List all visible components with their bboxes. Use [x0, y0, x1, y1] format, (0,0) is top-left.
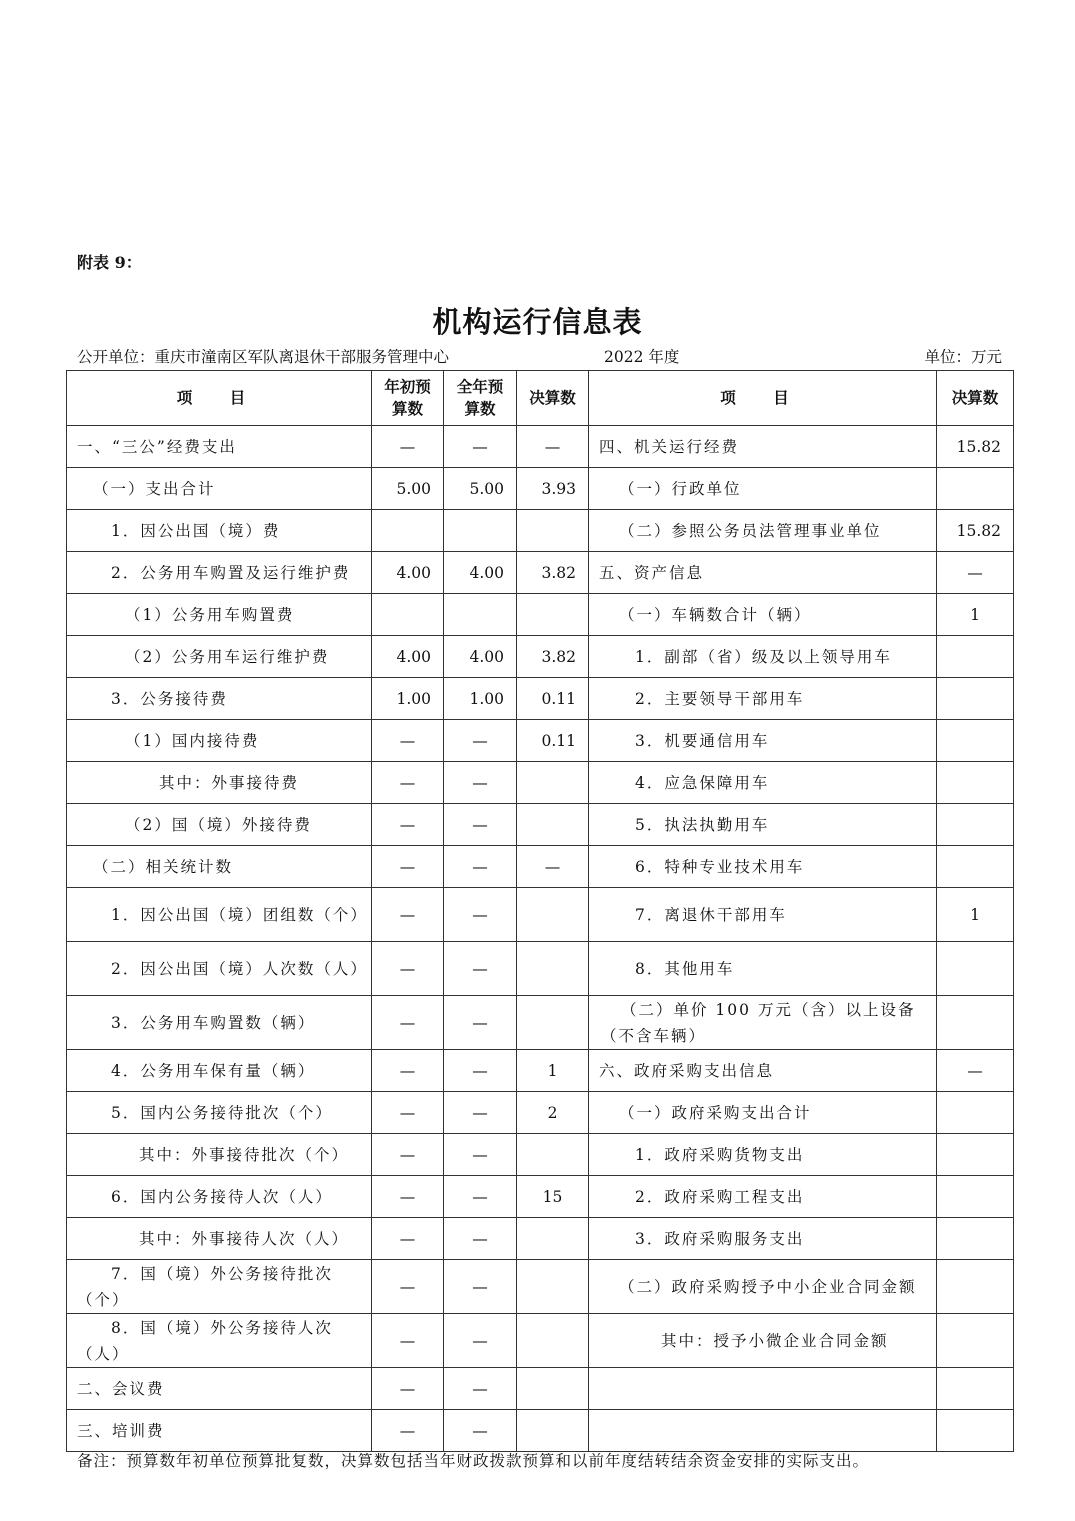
budget-start-cell: 1.00: [372, 678, 444, 720]
budget-full-cell: —: [444, 1314, 517, 1368]
right-final-cell: [937, 1218, 1014, 1260]
right-label: 其中：授予小微企业合同金额: [589, 1314, 937, 1368]
final-cell: 3.82: [517, 552, 589, 594]
final-cell: —: [517, 846, 589, 888]
budget-full-cell: —: [444, 1368, 517, 1410]
budget-start-cell: —: [372, 1410, 444, 1452]
table-row: [67, 1260, 1014, 1314]
budget-start-cell: 4.00: [372, 636, 444, 678]
budget-start-cell: —: [372, 1176, 444, 1218]
final-cell: [517, 594, 589, 636]
right-label: 1．副部（省）级及以上领导用车: [589, 636, 937, 678]
budget-full-cell: —: [444, 996, 517, 1050]
final-cell: 3.82: [517, 636, 589, 678]
right-final-cell: 15.82: [937, 510, 1014, 552]
budget-full-cell: [444, 510, 517, 552]
right-final-cell: [937, 942, 1014, 996]
table-row: [67, 1410, 1014, 1452]
budget-full-cell: —: [444, 762, 517, 804]
currency-unit: 单位：万元: [924, 348, 1002, 366]
right-final-cell: [937, 1314, 1014, 1368]
budget-full-cell: —: [444, 426, 517, 468]
right-final-cell: —: [937, 552, 1014, 594]
budget-full-cell: —: [444, 1218, 517, 1260]
row-label: 7．国（境）外公务接待批次（个）: [67, 1260, 372, 1314]
row-label: 1．因公出国（境）费: [67, 510, 372, 552]
right-label: 1．政府采购货物支出: [589, 1134, 937, 1176]
right-final-cell: [937, 1092, 1014, 1134]
final-cell: 15: [517, 1176, 589, 1218]
budget-full-cell: —: [444, 1092, 517, 1134]
right-final-cell: [937, 996, 1014, 1050]
header-final-right: 决算数: [937, 371, 1014, 426]
right-final-cell: [937, 678, 1014, 720]
budget-start-cell: —: [372, 804, 444, 846]
table-row: [67, 468, 1014, 510]
budget-start-cell: [372, 594, 444, 636]
right-label: （二）政府采购授予中小企业合同金额: [589, 1260, 937, 1314]
budget-full-cell: 1.00: [444, 678, 517, 720]
right-label: （二）参照公务员法管理事业单位: [589, 510, 937, 552]
table-row: [67, 510, 1014, 552]
final-cell: 0.11: [517, 678, 589, 720]
row-label: 其中：外事接待人次（人）: [67, 1218, 372, 1260]
final-cell: —: [517, 426, 589, 468]
right-label: 五、资产信息: [589, 552, 937, 594]
budget-start-cell: —: [372, 762, 444, 804]
table-row: [67, 762, 1014, 804]
budget-start-cell: —: [372, 942, 444, 996]
right-final-cell: [937, 1260, 1014, 1314]
budget-full-cell: —: [444, 942, 517, 996]
table-row: [67, 1314, 1014, 1368]
right-final-cell: —: [937, 1050, 1014, 1092]
final-cell: [517, 804, 589, 846]
right-final-cell: 1: [937, 594, 1014, 636]
row-label: 其中：外事接待批次（个）: [67, 1134, 372, 1176]
budget-full-cell: —: [444, 804, 517, 846]
footnote: 备注：预算数年初单位预算批复数，决算数包括当年财政拨款预算和以前年度结转结余资金安排的实际支出。: [77, 1452, 870, 1470]
row-label: （2）公务用车运行维护费: [67, 636, 372, 678]
right-final-cell: 1: [937, 888, 1014, 942]
final-cell: [517, 942, 589, 996]
budget-full-cell: —: [444, 1176, 517, 1218]
final-cell: 1: [517, 1050, 589, 1092]
budget-start-cell: [372, 510, 444, 552]
budget-full-cell: 4.00: [444, 552, 517, 594]
budget-start-cell: 4.00: [372, 552, 444, 594]
right-label: 8．其他用车: [589, 942, 937, 996]
row-label: 5．国内公务接待批次（个）: [67, 1092, 372, 1134]
budget-full-cell: —: [444, 1260, 517, 1314]
header-final-left: 决算数: [517, 371, 589, 426]
row-label: 3．公务接待费: [67, 678, 372, 720]
final-cell: [517, 1314, 589, 1368]
table-row: [67, 1050, 1014, 1092]
right-label: 六、政府采购支出信息: [589, 1050, 937, 1092]
right-final-cell: [937, 762, 1014, 804]
row-label: 4．公务用车保有量（辆）: [67, 1050, 372, 1092]
header-item-left: 项 目: [67, 371, 372, 426]
right-label: 2．主要领导干部用车: [589, 678, 937, 720]
final-cell: [517, 1134, 589, 1176]
table-row: [67, 720, 1014, 762]
final-cell: [517, 1410, 589, 1452]
table-row: [67, 1368, 1014, 1410]
right-final-cell: [937, 636, 1014, 678]
budget-start-cell: —: [372, 846, 444, 888]
right-final-cell: [937, 468, 1014, 510]
final-cell: [517, 1218, 589, 1260]
row-label: 2．因公出国（境）人次数（人）: [67, 942, 372, 996]
header-budget-start: 年初预算数: [372, 371, 444, 426]
final-cell: [517, 996, 589, 1050]
row-label: 2．公务用车购置及运行维护费: [67, 552, 372, 594]
row-label: 一、“三公”经费支出: [67, 426, 372, 468]
right-label: 6．特种专业技术用车: [589, 846, 937, 888]
right-label: （二）单价 100 万元（含）以上设备（不含车辆）: [589, 996, 937, 1050]
budget-start-cell: —: [372, 426, 444, 468]
table-row: [67, 678, 1014, 720]
table-row: [67, 1218, 1014, 1260]
header-item-right: 项 目: [589, 371, 937, 426]
budget-start-cell: —: [372, 1134, 444, 1176]
right-label: 7．离退休干部用车: [589, 888, 937, 942]
info-table: [66, 370, 1014, 1452]
final-cell: 3.93: [517, 468, 589, 510]
row-label: （1）公务用车购置费: [67, 594, 372, 636]
table-row: [67, 552, 1014, 594]
right-label: 5．执法执勤用车: [589, 804, 937, 846]
right-final-cell: [937, 846, 1014, 888]
right-label: （一）政府采购支出合计: [589, 1092, 937, 1134]
budget-full-cell: —: [444, 1050, 517, 1092]
table-row: [67, 804, 1014, 846]
final-cell: 0.11: [517, 720, 589, 762]
budget-start-cell: —: [372, 1218, 444, 1260]
budget-full-cell: 5.00: [444, 468, 517, 510]
final-cell: [517, 1368, 589, 1410]
right-final-cell: [937, 1368, 1014, 1410]
budget-start-cell: —: [372, 1260, 444, 1314]
budget-start-cell: —: [372, 996, 444, 1050]
budget-full-cell: —: [444, 720, 517, 762]
budget-start-cell: —: [372, 1368, 444, 1410]
right-label: 2．政府采购工程支出: [589, 1176, 937, 1218]
attachment-label: 附表 9：: [77, 253, 142, 272]
row-label: 二、会议费: [67, 1368, 372, 1410]
budget-full-cell: —: [444, 1134, 517, 1176]
table-row: [67, 942, 1014, 996]
table-row: [67, 1134, 1014, 1176]
table-row: [67, 594, 1014, 636]
row-label: 6．国内公务接待人次（人）: [67, 1176, 372, 1218]
right-label: （一）行政单位: [589, 468, 937, 510]
table-row: [67, 846, 1014, 888]
budget-start-cell: —: [372, 1314, 444, 1368]
final-cell: [517, 1260, 589, 1314]
right-label: 4．应急保障用车: [589, 762, 937, 804]
table-row: [67, 636, 1014, 678]
final-cell: [517, 762, 589, 804]
final-cell: [517, 888, 589, 942]
fiscal-year: 2022 年度: [604, 348, 680, 366]
final-cell: [517, 510, 589, 552]
budget-start-cell: —: [372, 888, 444, 942]
right-label: [589, 1410, 937, 1452]
row-label: 1．因公出国（境）团组数（个）: [67, 888, 372, 942]
header-row: [67, 371, 1014, 426]
row-label: 3．公务用车购置数（辆）: [67, 996, 372, 1050]
right-final-cell: [937, 1410, 1014, 1452]
row-label: （二）相关统计数: [67, 846, 372, 888]
row-label: 三、培训费: [67, 1410, 372, 1452]
budget-full-cell: 4.00: [444, 636, 517, 678]
budget-full-cell: —: [444, 1410, 517, 1452]
right-final-cell: [937, 1176, 1014, 1218]
budget-full-cell: [444, 594, 517, 636]
table-row: [67, 996, 1014, 1050]
row-label: 其中：外事接待费: [67, 762, 372, 804]
right-label: 3．政府采购服务支出: [589, 1218, 937, 1260]
budget-full-cell: —: [444, 846, 517, 888]
table-row: [67, 426, 1014, 468]
row-label: （2）国（境）外接待费: [67, 804, 372, 846]
page-title: 机构运行信息表: [432, 305, 643, 339]
right-label: 3．机要通信用车: [589, 720, 937, 762]
right-label: 四、机关运行经费: [589, 426, 937, 468]
right-final-cell: [937, 1134, 1014, 1176]
right-final-cell: 15.82: [937, 426, 1014, 468]
row-label: （1）国内接待费: [67, 720, 372, 762]
right-label: [589, 1368, 937, 1410]
final-cell: 2: [517, 1092, 589, 1134]
table-row: [67, 888, 1014, 942]
table-row: [67, 1176, 1014, 1218]
budget-start-cell: —: [372, 1092, 444, 1134]
row-label: （一）支出合计: [67, 468, 372, 510]
header-budget-full: 全年预算数: [444, 371, 517, 426]
right-label: （一）车辆数合计（辆）: [589, 594, 937, 636]
budget-start-cell: 5.00: [372, 468, 444, 510]
budget-start-cell: —: [372, 720, 444, 762]
publishing-unit: 公开单位：重庆市潼南区军队离退休干部服务管理中心: [77, 348, 450, 366]
right-final-cell: [937, 804, 1014, 846]
row-label: 8．国（境）外公务接待人次（人）: [67, 1314, 372, 1368]
budget-start-cell: —: [372, 1050, 444, 1092]
budget-full-cell: —: [444, 888, 517, 942]
right-final-cell: [937, 720, 1014, 762]
table-row: [67, 1092, 1014, 1134]
